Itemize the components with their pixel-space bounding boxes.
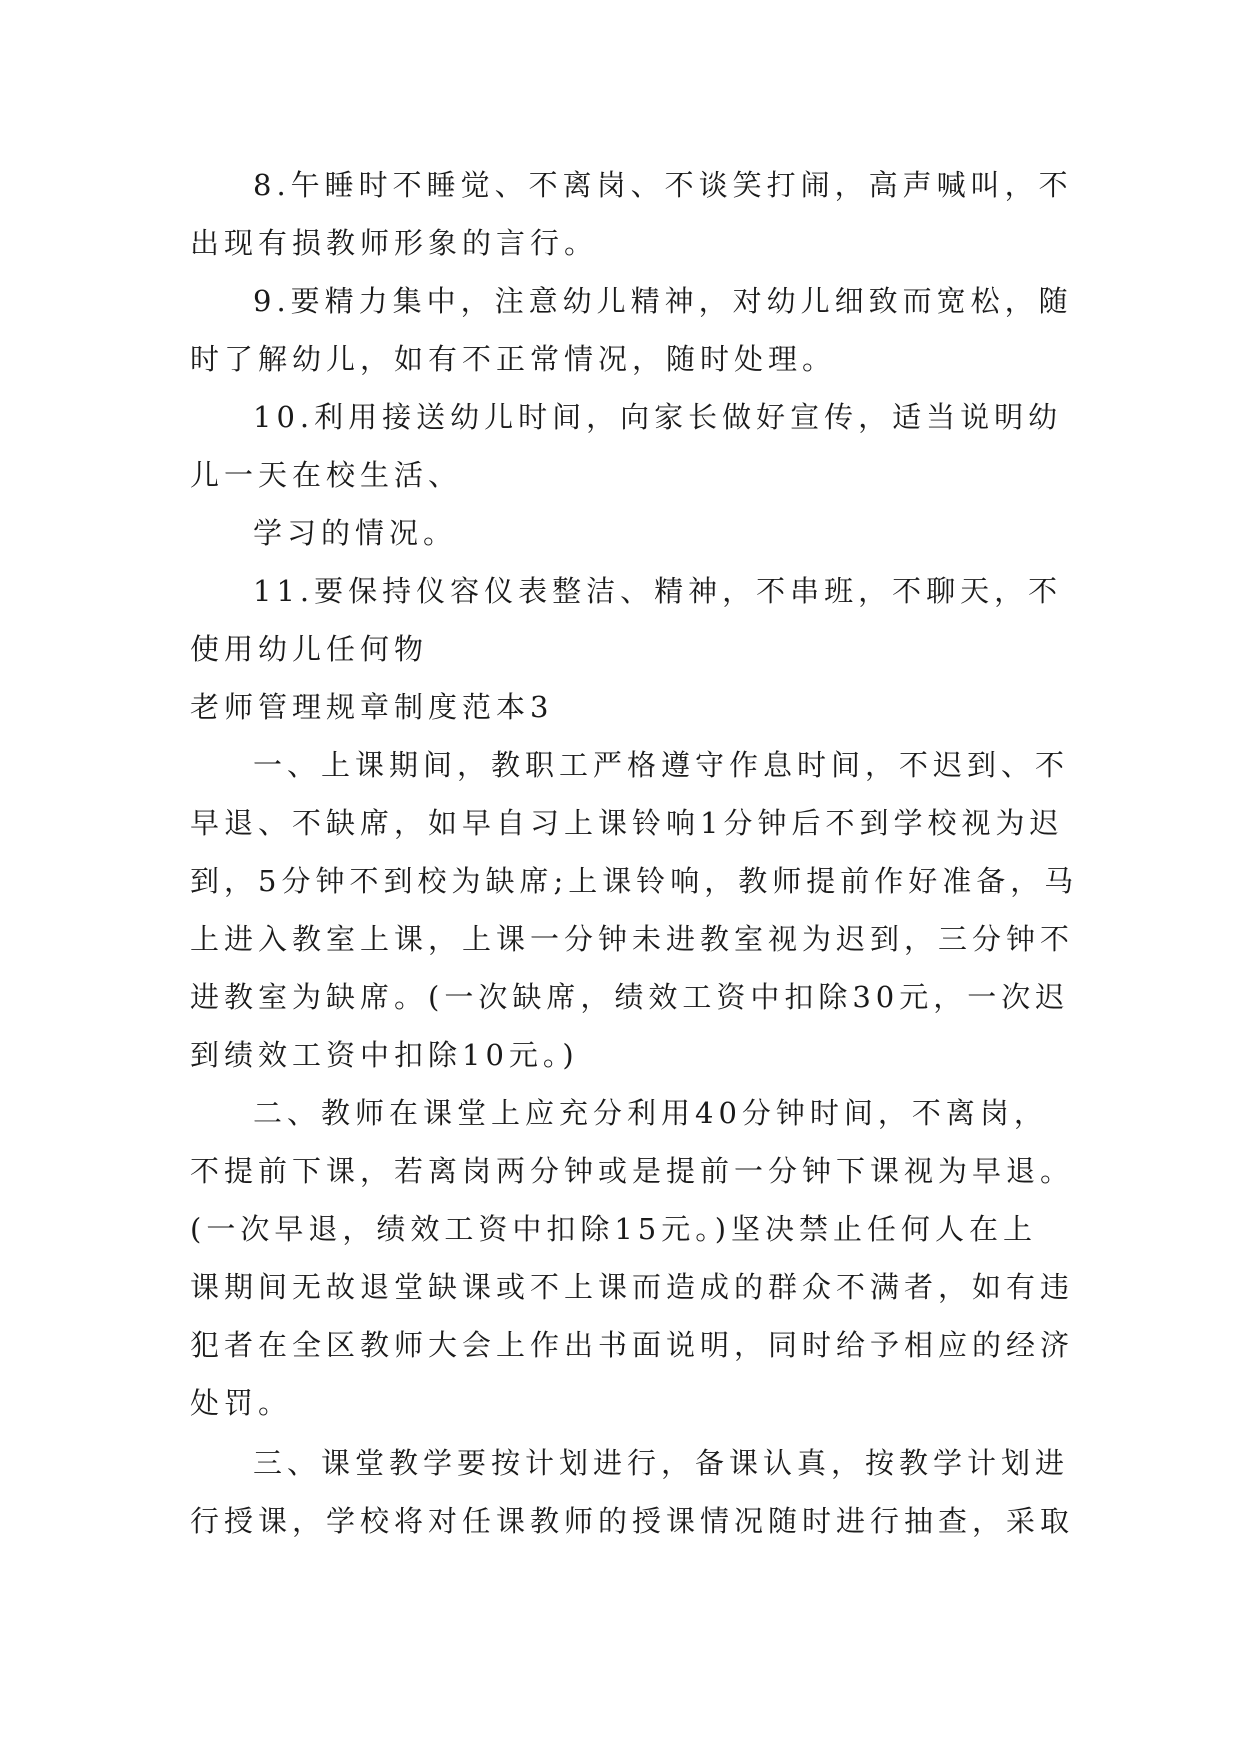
paragraph-line: 三、课堂教学要按计划进行，备课认真，按教学计划进 bbox=[253, 1446, 1070, 1480]
paragraph-line: 11.要保持仪容仪表整洁、精神，不串班，不聊天，不 bbox=[253, 574, 1063, 608]
paragraph-line: 早退、不缺席，如早自习上课铃响1分钟后不到学校视为迟 bbox=[190, 806, 1064, 840]
paragraph-line: 上进入教室上课，上课一分钟未进教室视为迟到，三分钟不 bbox=[190, 922, 1075, 956]
paragraph-line: 10.利用接送幼儿时间，向家长做好宣传，适当说明幼 bbox=[253, 400, 1063, 434]
paragraph-line: (一次早退，绩效工资中扣除15元。)坚决禁止任何人在上 bbox=[190, 1212, 1038, 1246]
paragraph-line: 使用幼儿任何物 bbox=[190, 632, 429, 666]
paragraph-line: 不提前下课，若离岗两分钟或是提前一分钟下课视为早退。 bbox=[190, 1154, 1075, 1188]
paragraph-line: 9.要精力集中，注意幼儿精神，对幼儿细致而宽松，随 bbox=[253, 284, 1073, 318]
paragraph-line: 进教室为缺席。(一次缺席，绩效工资中扣除30元，一次迟 bbox=[190, 980, 1070, 1014]
section-heading: 老师管理规章制度范本3 bbox=[190, 690, 554, 724]
paragraph-line: 出现有损教师形象的言行。 bbox=[190, 226, 599, 260]
paragraph-line: 学习的情况。 bbox=[253, 516, 458, 550]
paragraph-line: 犯者在全区教师大会上作出书面说明，同时给予相应的经济 bbox=[190, 1328, 1075, 1362]
paragraph-line: 时了解幼儿，如有不正常情况，随时处理。 bbox=[190, 342, 837, 376]
paragraph-line: 一、上课期间，教职工严格遵守作息时间，不迟到、不 bbox=[253, 748, 1070, 782]
paragraph-line: 到绩效工资中扣除10元。) bbox=[190, 1038, 579, 1072]
paragraph-line: 儿一天在校生活、 bbox=[190, 458, 463, 492]
paragraph-line: 行授课，学校将对任课教师的授课情况随时进行抽查，采取 bbox=[190, 1504, 1075, 1538]
paragraph-line: 8.午睡时不睡觉、不离岗、不谈笑打闹，高声喊叫，不 bbox=[253, 168, 1073, 202]
paragraph-line: 到，5分钟不到校为缺席;上课铃响，教师提前作好准备，马 bbox=[190, 864, 1079, 898]
paragraph-line: 二、教师在课堂上应充分利用40分钟时间，不离岗， bbox=[253, 1096, 1048, 1130]
paragraph-line: 处罚。 bbox=[190, 1386, 293, 1420]
paragraph-line: 课期间无故退堂缺课或不上课而造成的群众不满者，如有违 bbox=[190, 1270, 1075, 1304]
